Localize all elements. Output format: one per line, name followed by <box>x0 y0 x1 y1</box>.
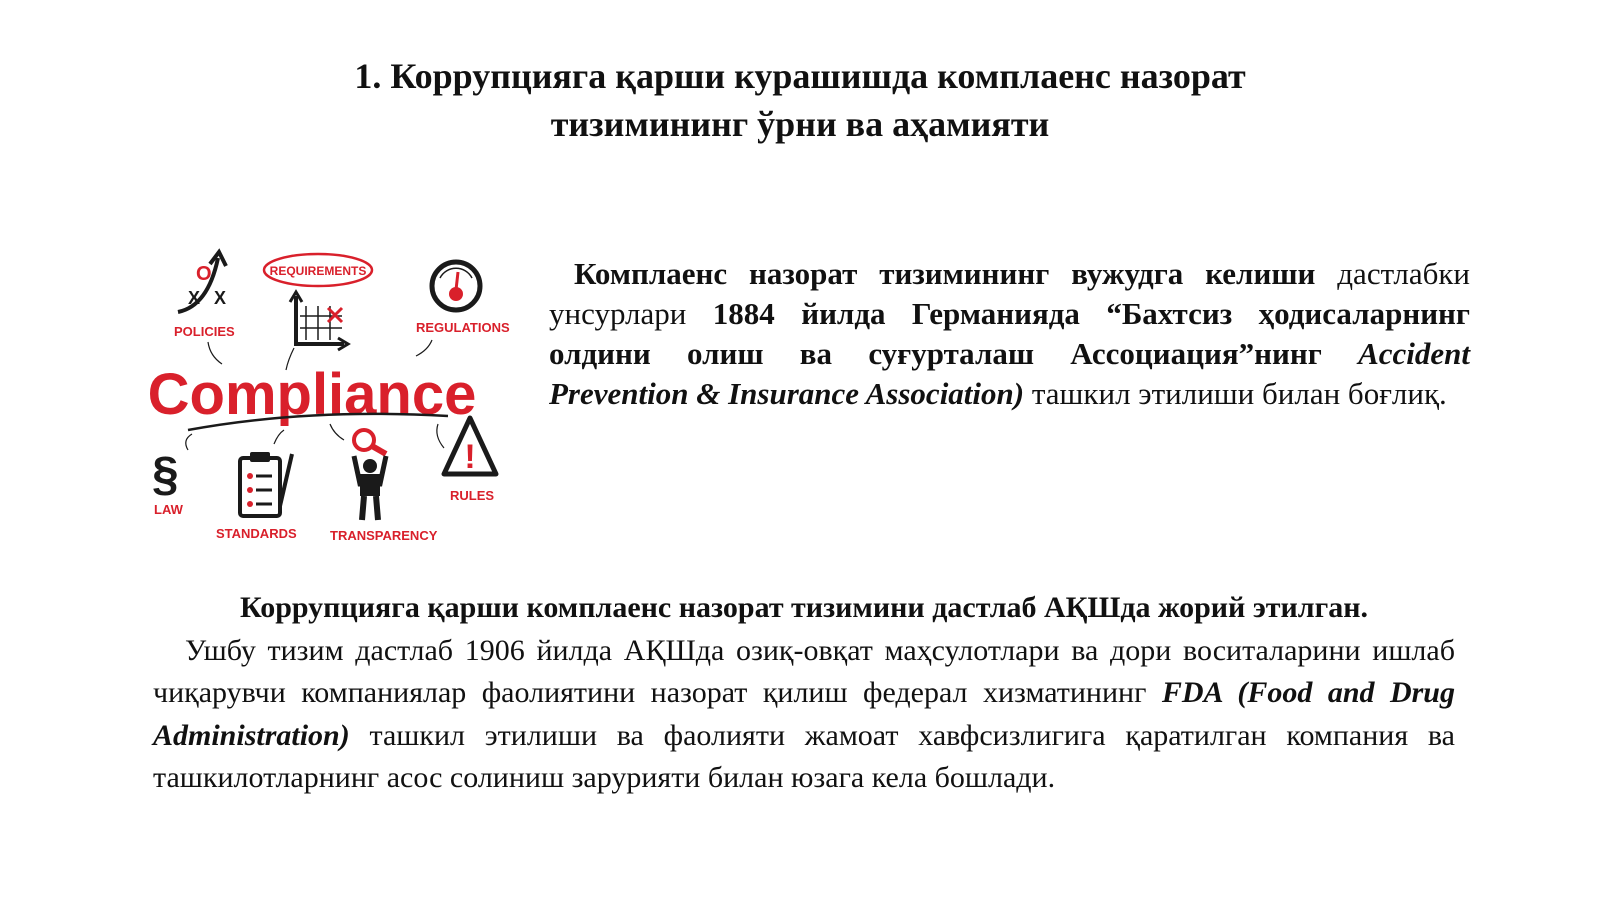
regulations-label: REGULATIONS <box>416 320 510 335</box>
requirements-label: REQUIREMENTS <box>269 264 367 278</box>
policies-label: POLICIES <box>174 324 235 339</box>
para1-text-1: дастлабки унсурлари <box>549 256 1471 331</box>
page-title <box>250 52 1350 148</box>
rules-label: RULES <box>450 488 495 503</box>
usa-history-paragraph <box>153 587 1455 800</box>
policy-o-glyph: O <box>196 263 212 285</box>
para1-text-2: ташкил этилиши билан боғлиқ. <box>1024 376 1447 411</box>
para1-bold-italic: Accident Prevention & Insurance Association) <box>549 336 1470 411</box>
para2-bold-italic: FDA (Food and Drug Administration) <box>153 676 1455 752</box>
para2-text-1: Ушбу тизим дастлаб 1906 йилда АҚШда озиқ-овқат маҳсулотлари ва дори воситаларини ишлаб чиқарувчи компаниялар фаолиятини назорат қилиш федерал хизматининг <box>153 633 1455 709</box>
chart-icon <box>290 292 348 350</box>
policy-x-glyph-2: X <box>214 288 227 308</box>
policy-x-glyph-1: X <box>188 288 201 308</box>
gauge-icon <box>432 262 480 310</box>
magnifier-person-icon <box>354 430 386 520</box>
para2-text-2: ташкил этилиши ва фаолияти жамоат хавфсизлигига қаратилган компания ва ташкилотларнинг асос солиниш зарурияти билан юзага кела бошлади. <box>153 718 1455 794</box>
title-line-2: тизимининг ўрни ва аҳамияти <box>550 104 1050 144</box>
para2-body <box>153 630 1455 800</box>
para1-bold-lead: Комплаенс назорат тизимининг вужудга келиши <box>574 256 1316 291</box>
title-line-1: 1. Коррупцияга қарши курашишда комплаенс назорат <box>354 56 1246 96</box>
para2-lead: Коррупцияга қарши комплаенс назорат тизимини дастлаб АҚШда жорий этилган. <box>239 591 1369 624</box>
compliance-word: Compliance <box>148 362 477 427</box>
law-label: LAW <box>154 502 183 517</box>
compliance-origin-paragraph <box>549 254 1470 414</box>
section-sign-icon <box>152 448 179 501</box>
compliance-illustration <box>148 244 518 564</box>
para1-bold-mid: 1884 йилда Германияда “Бахтсиз ҳодисаларнинг олдини олиш ва суғурталаш Ассоциация”нинг <box>549 296 1470 371</box>
rules-exclamation-glyph: ! <box>464 438 476 476</box>
strategy-arrow-icon <box>178 252 226 312</box>
standards-label: STANDARDS <box>216 526 297 541</box>
transparency-label: TRANSPARENCY <box>330 528 438 543</box>
clipboard-checklist-icon <box>240 452 292 516</box>
law-section-glyph: § <box>152 448 179 501</box>
